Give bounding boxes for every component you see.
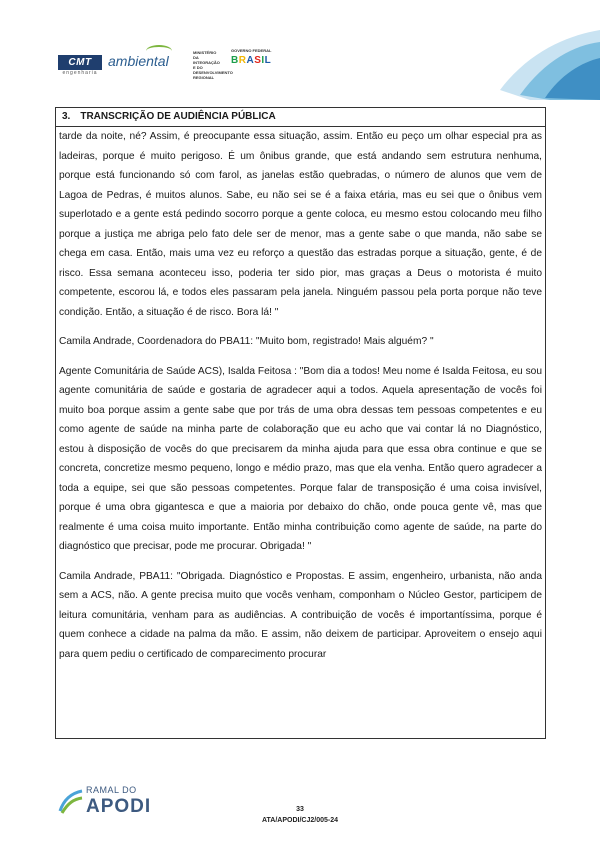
government-logo bbox=[231, 48, 279, 74]
cmt-logo-subtitle: engenharia bbox=[62, 70, 98, 76]
document-code: ATA/APODI/CJ2/005-24 bbox=[262, 817, 338, 824]
header-swoosh-graphic bbox=[490, 30, 600, 100]
brasil-wordmark: BRASIL bbox=[231, 55, 272, 66]
transcription-frame bbox=[55, 107, 546, 739]
paragraph: tarde da noite, né? Assim, é preocupante essa situação, assim. Então eu peço um olhar especial pra as ladeiras, porque é muito perigoso. É um ônibus grande, que está andando sem estrutura nenhuma, porque está funcionando só com farol, as janelas estão quebradas, o número de alunos que vem de Lagoa de Pedras, é muitos alunos. Sabe, eu não sei se é a faixa etária, mas eu sei que o ônibus vem superlotado e a gente está pedindo socorro porque a gente coloca, eu mesmo estou colocando meu filho porque a justiça me abriga pelo fato dele ser de menor, mas a gente sabe o que manda, não sabe se chega em casa. Então, mais uma vez eu reforço a questão das estradas porque a situação, gente, é de risco. Essa semana aconteceu isso, poderia ter sido pior, mas graças a Deus o motorista é muito competente, escorou lá, e todos eles passaram pela janela. Ninguém passou pela porta porque não teve condição. Então, a situação é de risco. Bora lá! " bbox=[59, 131, 542, 318]
apodi-label: APODI bbox=[86, 796, 152, 817]
paragraph: Agente Comunitária de Saúde ACS), Isalda Feitosa : "Bom dia a todos! Meu nome é Isalda Feitosa, eu sou agente comunitária de saúde e gostaria de agradecer aqui a todos. Aquela apresentação de vocês foi muito boa porque assim a gente sabe que por trás de uma obra dessas tem pessoas competentes e eu como agente de saúde na minha parte de colaboração que eu acho que vai contar lá no Diagnóstico, estou à disposição de vocês do que precisarem da minha ajuda para que essa obra continue e que se concreta, concretize mesmo pequeno, longo e médio prazo, mas que ela venha. Então quero agradecer a toda a equipe, sei que são pessoas competentes. Porque falar de transposição é uma coisa invisível, porque é uma obra gigantesca e que a maioria por debaixo do chão, onde pouca gente vê, mas que realmente é uma coisa muito importante. Então minha contribuição como agente de saúde, na parte do diagnóstico que precisar, pode me procurar. Obrigada! " bbox=[59, 365, 542, 552]
section-number: 3. bbox=[62, 111, 71, 122]
ramal-label: RAMAL DO bbox=[86, 785, 137, 795]
paragraph: Camila Andrade, Coordenadora do PBA11: "Muito bom, registrado! Mais alguém? " bbox=[59, 336, 434, 347]
government-label: GOVERNO FEDERAL bbox=[231, 48, 272, 53]
ambiental-logo bbox=[108, 53, 169, 69]
page-number: 33 bbox=[296, 806, 304, 813]
paragraph: Camila Andrade, PBA11: "Obrigada. Diagnóstico e Propostas. E assim, engenheiro, urbanista, não anda sem a ACS, não. A gente precisa muito que vocês venham, componham o Núcleo Gestor, participem de leitura comunitária, venham para as audiências. A contribuição de vocês é importantíssima, porque é quem conhece a cidade na palma da mão. E assim, não deixem de participar. Aproveitem o ensejo aqui para quem pediu o certificado de comparecimento procurar bbox=[59, 570, 542, 660]
page-header bbox=[0, 0, 600, 95]
transcription-body bbox=[56, 127, 545, 664]
cmt-logo: CMT bbox=[58, 55, 102, 70]
ambiental-logo-text: ambiental bbox=[108, 53, 169, 69]
leaf-icon bbox=[146, 45, 172, 57]
ministry-logo: MINISTÉRIO DA INTEGRAÇÃO E DO DESENVOLVIMENTO REGIONAL bbox=[193, 50, 233, 80]
section-title-text: TRANSCRIÇÃO DE AUDIÊNCIA PÚBLICA bbox=[80, 111, 276, 122]
section-title bbox=[56, 108, 545, 127]
